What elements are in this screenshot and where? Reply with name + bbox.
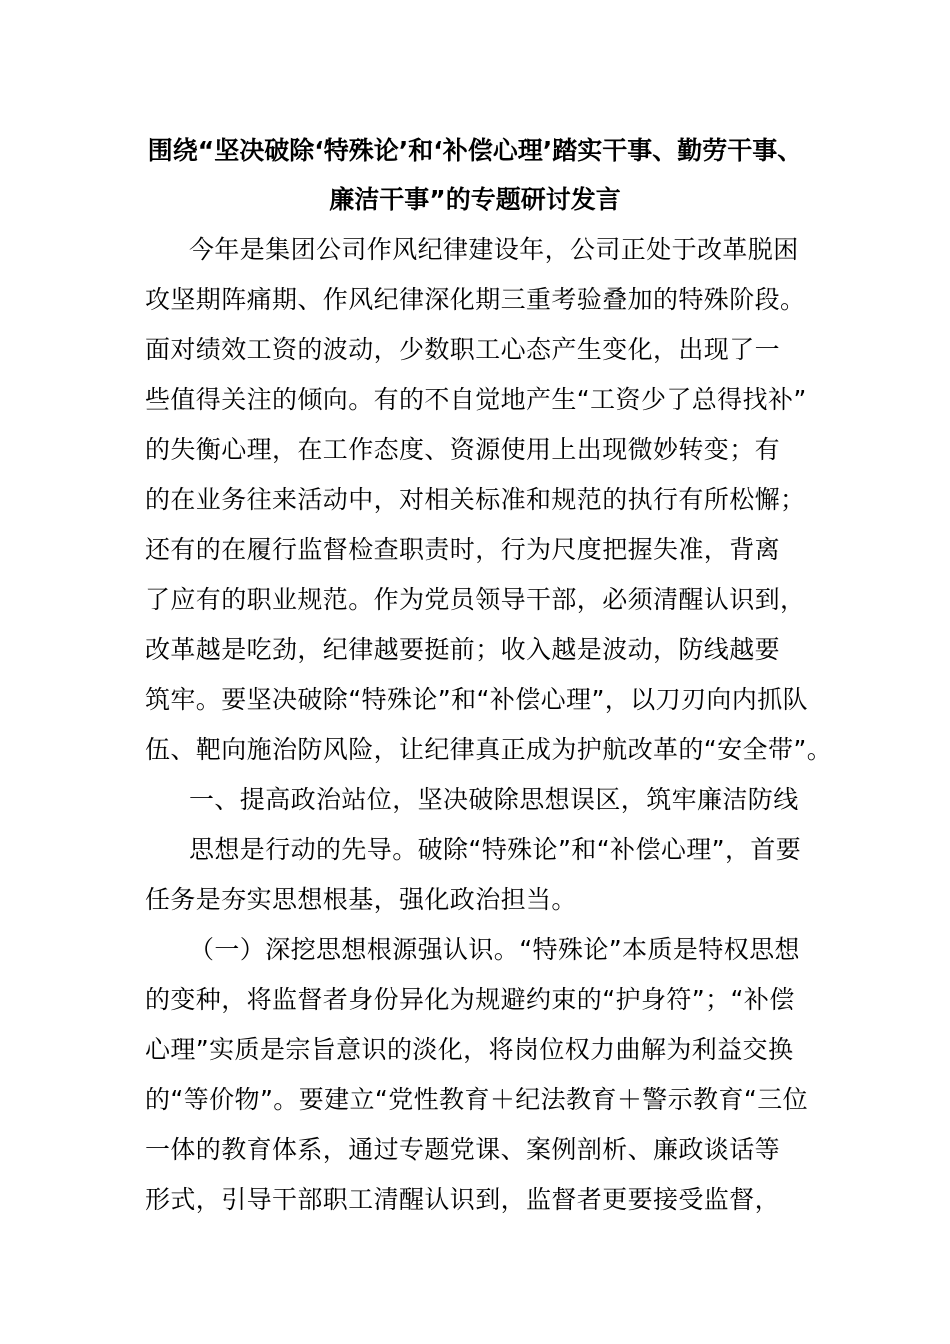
paragraph-line: 面对绩效工资的波动，少数职工心态产生变化，出现了一 <box>145 335 781 364</box>
paragraph-line: 思想是行动的先导。破除“特殊论”和“补偿心理”，首要 <box>189 835 802 864</box>
section-heading: 一、提高政治站位，坚决破除思想误区，筑牢廉洁防线 <box>189 785 799 814</box>
paragraph-line: 形式，引导干部职工清醒认识到，监督者更要接受监督， <box>145 1185 781 1214</box>
document-title-line-1: 围绕“坚决破除‘特殊论’和‘补偿心理’踏实干事、勤劳干事、 <box>147 136 803 165</box>
paragraph-line: 改革越是吃劲，纪律越要挺前；收入越是波动，防线越要 <box>145 635 781 664</box>
document-title-line-2: 廉洁干事”的专题研讨发言 <box>329 185 621 214</box>
paragraph-line: 攻坚期阵痛期、作风纪律深化期三重考验叠加的特殊阶段。 <box>145 285 806 314</box>
paragraph-line: 筑牢。要坚决破除“特殊论”和“补偿心理”，以刀刃向内抓队 <box>145 685 809 714</box>
paragraph-line: 了应有的职业规范。作为党员领导干部，必须清醒认识到， <box>145 585 806 614</box>
paragraph-line: 一体的教育体系，通过专题党课、案例剖析、廉政谈话等 <box>145 1135 781 1164</box>
paragraph-line: 的“等价物”。要建立“党性教育＋纪法教育＋警示教育“三位 <box>145 1085 809 1114</box>
paragraph-line: 的变种，将监督者身份异化为规避约束的“护身符”；“补偿 <box>145 985 795 1014</box>
paragraph-line: （一）深挖思想根源强认识。“特殊论”本质是特权思想 <box>189 935 800 964</box>
paragraph-line: 今年是集团公司作风纪律建设年，公司正处于改革脱困 <box>189 235 799 264</box>
paragraph-line: 的在业务往来活动中，对相关标准和规范的执行有所松懈； <box>145 485 806 514</box>
paragraph-line: 些值得关注的倾向。有的不自觉地产生“工资少了总得找补” <box>145 385 807 414</box>
paragraph-line: 的失衡心理，在工作态度、资源使用上出现微妙转变；有 <box>145 435 781 464</box>
paragraph-line: 还有的在履行监督检查职责时，行为尺度把握失准，背离 <box>145 535 781 564</box>
paragraph-line: 任务是夯实思想根基，强化政治担当。 <box>145 885 577 914</box>
paragraph-line: 伍、靶向施治防风险，让纪律真正成为护航改革的“安全带”。 <box>145 735 833 764</box>
paragraph-line: 心理”实质是宗旨意识的淡化，将岗位权力曲解为利益交换 <box>145 1035 794 1064</box>
